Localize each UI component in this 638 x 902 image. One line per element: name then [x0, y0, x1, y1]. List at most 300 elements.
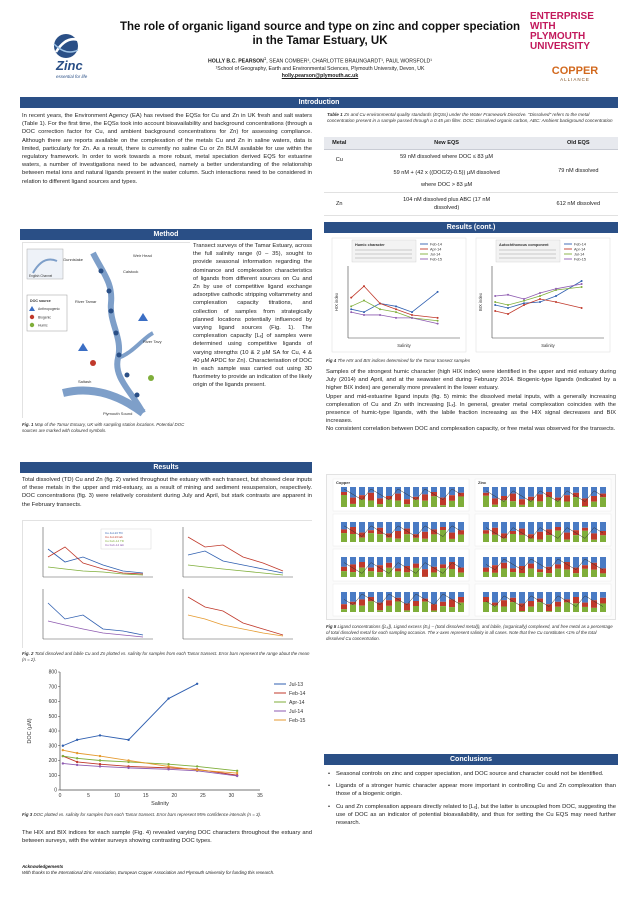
stacked-bar-segment: [386, 500, 392, 507]
data-point: [236, 772, 238, 774]
stacked-bar-segment: [395, 568, 401, 571]
y-tick-label: 0: [54, 787, 57, 794]
stacked-bar-segment: [341, 609, 347, 612]
stacked-bar-segment: [422, 557, 428, 569]
table-header-metal: Metal: [324, 137, 355, 150]
stacked-bar-segment: [573, 557, 579, 568]
svg-text:DOC source: DOC source: [30, 299, 51, 303]
results-text: Total dissolved (TD) Cu and Zn (fig. 2) varied throughout the estuary with each transect, but showed clear inputs of these metals in the upper and mid-estuary, as a result of mining and sediment resuspension, respectively. DOC concentrations (fig. 3) were relatively consistent during July and April, but stark contrasts are apparent in the February transects.: [22, 477, 312, 508]
stacked-bar-segment: [359, 592, 365, 599]
stacked-bar-segment: [582, 506, 588, 507]
data-point: [379, 314, 381, 316]
stacked-bar-segment: [600, 494, 606, 498]
stacked-bar-segment: [519, 592, 525, 603]
stacked-bar-segment: [537, 532, 543, 540]
legend-label: Feb-15: [430, 257, 443, 262]
stacked-bar-segment: [546, 487, 552, 492]
copper-alliance-logo: COPPER: [551, 65, 599, 77]
stacked-bar-segment: [359, 500, 365, 507]
stacked-bar-segment: [368, 571, 374, 577]
stacked-bar-segment: [386, 496, 392, 500]
table-row: Zn 104 nM dissolved plus ABC (17 nM dissolved) 612 nM dissolved: [324, 193, 618, 216]
fig2-caption: Fig. 2 Total dissolved and labile Cu and Zn plotted vs. salinity for samples from each Tamar transect. Error bars represent the range about the mean (n = 2).: [22, 651, 310, 662]
stacked-bar-segment: [600, 573, 606, 577]
stacked-bar-segment: [501, 522, 507, 533]
stacked-bar-segment: [591, 487, 597, 496]
stacked-bar-segment: [564, 502, 570, 507]
data-point: [507, 307, 509, 309]
stacked-bar-segment: [483, 496, 489, 507]
data-point: [411, 317, 413, 319]
data-point: [76, 761, 78, 763]
data-point: [581, 280, 583, 282]
fig2-panels: [22, 520, 312, 648]
stacked-bar-segment: [377, 572, 383, 577]
results-cont-para-1: Samples of the strongest humic character (high HIX index) were identified in the upper and mid estuary during July (2014) and April, and at the seawater end during February 2014. Biogenic-type ligands (indicated by a higher BIX index) are generally more prevalent in the lower estuary.: [326, 369, 616, 392]
stacked-bar-segment: [341, 571, 347, 577]
stacked-bar-segment: [422, 569, 428, 577]
stacked-bar-segment: [528, 534, 534, 538]
stacked-bar-segment: [449, 557, 455, 562]
stacked-bar-segment: [600, 535, 606, 542]
stacked-bar-segment: [368, 500, 374, 507]
stacked-bar-segment: [431, 572, 437, 577]
stacked-bar-segment: [582, 603, 588, 607]
poster-title: The role of organic ligand source and type on zinc and copper speciation in the Tamar Estuary, UK: [120, 21, 521, 47]
legend-label: Jul-13: [289, 681, 304, 688]
stacked-bar-segment: [368, 592, 374, 597]
data-point: [99, 734, 101, 736]
stacked-bar-segment: [449, 539, 455, 542]
stacked-bar-segment: [422, 487, 428, 494]
stacked-bar-segment: [492, 498, 498, 504]
stacked-bar-segment: [483, 530, 489, 534]
stacked-bar-segment: [555, 531, 561, 542]
stacked-bar-segment: [528, 539, 534, 542]
stacked-bar-segment: [564, 602, 570, 612]
data-point: [127, 759, 129, 761]
data-point: [62, 762, 64, 764]
stacked-bar-segment: [431, 534, 437, 542]
data-point: [236, 775, 238, 777]
data-point: [437, 317, 439, 319]
y-tick-label: 400: [48, 728, 57, 735]
stacked-bar-segment: [431, 557, 437, 567]
stacked-bar-segment: [395, 571, 401, 577]
y-tick-label: 100: [48, 772, 57, 779]
method-text: Transect surveys of the Tamar Estuary, across the full salinity range (0 – 35), sought to provide seasonal information regarding the dominance and complexation characteristics of ligands from different sources on Cu and Zn by use of competitive ligand exchange adsorptive cathodic stripping voltammetry and complexation capacity titrations, and collection of samples from strategically planned locations potentially influenced by varying ligand sources (Fig. 1). The complexation capacity [Lₓ] of samples were determined using competitive ligands of varying strengths (10 & 2 µM SA for Cu, 4 & 40 µM APDC for Zn). Characterisation of DOC in each sample was carried out using 3D fluorimetry to provide an indication of the likely origin of the ligands present.: [193, 243, 312, 389]
stacked-bar-segment: [483, 534, 489, 542]
stacked-bar-segment: [341, 522, 347, 529]
data-point: [99, 755, 101, 757]
stacked-bar-segment: [350, 605, 356, 612]
stacked-bar-segment: [510, 534, 516, 542]
stacked-bar-segment: [510, 572, 516, 577]
stacked-bar-segment: [537, 592, 543, 599]
y-tick-label: 300: [48, 743, 57, 750]
stacked-bar-segment: [582, 531, 588, 542]
legend-label: Apr-14: [289, 699, 305, 706]
x-tick-label: 5: [87, 793, 90, 799]
data-point: [350, 308, 352, 310]
stacked-bar-segment: [359, 487, 365, 495]
stacked-bar-segment: [555, 569, 561, 577]
stacked-bar-segment: [395, 494, 401, 501]
legend-label: Feb-15: [289, 717, 306, 724]
results-cont-para-3: No consistent correlation between DOC and complexation capacity, or free metal was observed for the transects.: [326, 426, 616, 433]
hix-bix-text: The HIX and BIX indices for each sample (Fig. 4) revealed varying DOC characters throughout the estuary and between surveys, with the winter surveys showing contrasting DOC types.: [22, 830, 312, 845]
stacked-bar-segment: [501, 607, 507, 612]
stacked-bar-segment: [573, 487, 579, 493]
stacked-bar-segment: [546, 557, 552, 567]
stacked-bar-segment: [492, 565, 498, 573]
y-axis-label: DOC (µM): [27, 718, 33, 744]
data-point: [555, 295, 557, 297]
data-point: [99, 759, 101, 761]
stacked-bar-segment: [458, 592, 464, 597]
stacked-bar-segment: [573, 603, 579, 612]
svg-text:Gunnislake: Gunnislake: [63, 257, 84, 262]
stacked-bar-segment: [555, 522, 561, 527]
data-point: [76, 739, 78, 741]
stacked-bar-segment: [582, 565, 588, 569]
stacked-bar-segment: [404, 534, 410, 542]
affiliation: ¹School of Geography, Earth and Environmental Sciences, Plymouth University, Devon, UK: [215, 65, 425, 72]
stacked-bar-segment: [519, 557, 525, 566]
stacked-bar-segment: [519, 505, 525, 507]
svg-text:Cu Jul-13 TD: Cu Jul-13 TD: [105, 531, 123, 535]
data-point: [555, 301, 557, 303]
stacked-bar-segment: [564, 495, 570, 501]
y-tick-label: 700: [48, 684, 57, 691]
data-point: [539, 298, 541, 300]
data-point: [167, 697, 169, 699]
stacked-bar-segment: [555, 487, 561, 498]
stacked-bar-segment: [422, 592, 428, 599]
fig5-panel-title: Zinc: [478, 480, 487, 485]
stacked-bar-segment: [350, 498, 356, 504]
data-point: [507, 313, 509, 315]
stacked-bar-segment: [510, 557, 516, 568]
x-tick-label: 20: [171, 793, 178, 799]
stacked-bar-segment: [483, 568, 489, 572]
stacked-bar-segment: [528, 564, 534, 569]
stacked-bar-segment: [377, 592, 383, 603]
data-point: [523, 302, 525, 304]
stacked-bar-segment: [555, 527, 561, 531]
table1-caption: Table 1 Zn and Cu environmental quality standards (EQSs) under the Water Framework Directive. "Dissolved" refers to the metal concentration present in a sample passed through a 0.45 µm filter. DOC: Dissolved organic carbon, ABC: Ambient background concentration: [327, 112, 613, 123]
stacked-bar-segment: [368, 601, 374, 612]
stacked-bar-segment: [386, 600, 392, 606]
stacked-bar-segment: [458, 487, 464, 493]
stacked-bar-segment: [404, 499, 410, 504]
stacked-bar-segment: [591, 540, 597, 542]
data-point: [363, 300, 365, 302]
stacked-bar-segment: [458, 597, 464, 603]
stacked-bar-segment: [510, 494, 516, 502]
stacked-bar-segment: [510, 568, 516, 572]
stacked-bar-segment: [395, 592, 401, 598]
stacked-bar-segment: [492, 535, 498, 542]
stacked-bar-segment: [341, 487, 347, 492]
stacked-bar-segment: [386, 606, 392, 612]
stacked-bar-segment: [564, 592, 570, 599]
x-axis-label: Salinity: [541, 343, 555, 348]
stacked-bar-segment: [582, 607, 588, 612]
stacked-bar-segment: [386, 522, 392, 533]
svg-text:Cu Feb-14 TD: Cu Feb-14 TD: [105, 539, 124, 543]
data-point: [62, 745, 64, 747]
stacked-bar-segment: [368, 493, 374, 501]
results-cont-para-2: Upper and mid-estuarine ligand inputs (fig. 5) mimic the dissolved metal inputs, with a generally increasing complexation of Cu and Zn with increasing [Lₓ]. In general, greater metal complexation coincides with the presence of humic-type ligands, with the labile fraction increasing as the HIX signal decreases and BIX increases.: [326, 393, 616, 425]
stacked-bar-segment: [537, 569, 543, 572]
stacked-bar-segment: [350, 592, 356, 602]
stacked-bar-segment: [600, 603, 606, 612]
stacked-bar-segment: [537, 599, 543, 603]
fig4-caption: Fig 4 The HIX and BIX indices determined for the Tamar transect samples: [326, 358, 471, 363]
stacked-bar-segment: [413, 606, 419, 612]
stacked-bar-segment: [458, 535, 464, 542]
stacked-bar-segment: [573, 592, 579, 597]
stacked-bar-segment: [600, 598, 606, 604]
stacked-bar-segment: [422, 602, 428, 612]
data-point: [523, 300, 525, 302]
stacked-bar-segment: [404, 572, 410, 577]
y-axis-label: HIX index: [334, 292, 339, 312]
svg-text:River Tavy: River Tavy: [143, 339, 162, 344]
y-tick-label: 500: [48, 713, 57, 720]
fig1-caption: Fig. 1 Map of the Tamar Estuary, UK with sampling station locations. Potential DOC sources are marked with coloured symbols.: [22, 422, 185, 433]
stacked-bar-segment: [600, 497, 606, 507]
svg-text:Biogenic: Biogenic: [38, 315, 52, 320]
stacked-bar-segment: [528, 607, 534, 612]
fig5-panel-title: Copper: [336, 480, 350, 485]
stacked-bar-segment: [537, 501, 543, 507]
stacked-bar-segment: [458, 573, 464, 577]
stacked-bar-segment: [341, 533, 347, 542]
data-point: [350, 305, 352, 307]
stacked-bar-segment: [368, 530, 374, 533]
x-axis-label: Salinity: [397, 343, 411, 348]
stacked-bar-segment: [341, 567, 347, 571]
stacked-bar-segment: [501, 557, 507, 563]
stacked-bar-segment: [440, 606, 446, 612]
series-line-Jul-13: [63, 684, 197, 746]
data-point: [236, 770, 238, 772]
stacked-bar-segment: [413, 568, 419, 577]
svg-text:Humic: Humic: [38, 323, 48, 328]
contact-email[interactable]: holly.pearson@plymouth.ac.uk: [281, 72, 359, 79]
data-point: [494, 295, 496, 297]
zinc-logo-globe-icon: [54, 34, 78, 58]
stacked-bar-segment: [449, 533, 455, 539]
stacked-bar-segment: [492, 522, 498, 528]
stacked-bar-segment: [582, 569, 588, 577]
stacked-bar-segment: [341, 592, 347, 604]
legend-label: Feb-14: [289, 690, 306, 697]
stacked-bar-segment: [440, 557, 446, 564]
stacked-bar-segment: [555, 564, 561, 568]
stacked-bar-segment: [537, 602, 543, 612]
svg-text:Plymouth Sound: Plymouth Sound: [103, 411, 133, 416]
stacked-bar-segment: [510, 501, 516, 507]
stacked-bar-segment: [422, 599, 428, 602]
legend-label: Jul-14: [430, 252, 441, 257]
stacked-bar-segment: [483, 602, 489, 612]
stacked-bar-segment: [546, 522, 552, 529]
stacked-bar-segment: [600, 557, 606, 568]
x-tick-label: 25: [200, 793, 206, 799]
x-tick-label: 15: [142, 793, 149, 799]
data-point: [494, 304, 496, 306]
stacked-bar-segment: [350, 504, 356, 507]
stacked-bar-segment: [350, 534, 356, 542]
stacked-bar-segment: [528, 497, 534, 501]
stacked-bar-segment: [350, 527, 356, 534]
stacked-bar-segment: [341, 557, 347, 567]
stacked-bar-segment: [341, 604, 347, 609]
stacked-bar-segment: [591, 557, 597, 563]
stacked-bar-segment: [573, 497, 579, 507]
stacked-bar-segment: [440, 568, 446, 577]
stacked-bar-segment: [501, 538, 507, 542]
stacked-bar-segment: [555, 557, 561, 564]
svg-text:essential for life: essential for life: [56, 74, 88, 79]
data-point: [494, 301, 496, 303]
data-point: [437, 323, 439, 325]
stacked-bar-segment: [519, 535, 525, 542]
stacked-bar-segment: [440, 505, 446, 507]
humic-marker-icon: [148, 375, 154, 381]
data-point: [363, 285, 365, 287]
data-point: [363, 311, 365, 313]
svg-text:English Channel: English Channel: [29, 274, 53, 278]
stacked-bar-segment: [492, 573, 498, 577]
stacked-bar-segment: [449, 569, 455, 577]
stacked-bar-segment: [564, 570, 570, 577]
stacked-bar-segment: [582, 557, 588, 565]
stacked-bar-segment: [537, 494, 543, 501]
stacked-bar-segment: [458, 496, 464, 507]
data-point: [539, 301, 541, 303]
stacked-bar-segment: [359, 562, 365, 568]
stacked-bar-segment: [440, 522, 446, 527]
data-point: [539, 292, 541, 294]
stacked-bar-segment: [591, 608, 597, 612]
acknowledgements: Acknowledgements With thanks to the International Zinc Association, European Copper Association and Plymouth University for funding this research.: [22, 864, 275, 875]
stacked-bar-segment: [591, 592, 597, 600]
y-tick-label: 600: [48, 699, 57, 705]
stacked-bar-segment: [404, 522, 410, 529]
stacked-bar-segment: [431, 487, 437, 492]
stacked-bar-segment: [440, 530, 446, 542]
data-point: [379, 308, 381, 310]
stacked-bar-segment: [440, 602, 446, 606]
stacked-bar-segment: [422, 501, 428, 507]
data-point: [127, 767, 129, 769]
stacked-bar-segment: [377, 504, 383, 507]
stacked-bar-segment: [528, 592, 534, 601]
stacked-bar-segment: [510, 602, 516, 612]
stacked-bar-segment: [528, 601, 534, 607]
data-point: [411, 314, 413, 316]
stacked-bar-segment: [359, 606, 365, 612]
svg-text:River Tamar: River Tamar: [75, 299, 97, 304]
data-point: [99, 763, 101, 765]
conclusion-item: • Seasonal controls on zinc and copper speciation, and DOC source and character could not be identified.: [328, 771, 604, 777]
stacked-bar-segment: [413, 564, 419, 568]
stacked-bar-segment: [359, 522, 365, 533]
data-point: [494, 310, 496, 312]
stacked-bar-segment: [377, 557, 383, 565]
stacked-bar-segment: [528, 522, 534, 534]
stacked-bar-segment: [449, 487, 455, 495]
x-tick-label: 0: [58, 793, 62, 799]
stacked-bar-segment: [519, 603, 525, 611]
stacked-bar-segment: [573, 573, 579, 577]
stacked-bar-segment: [458, 557, 464, 568]
data-point: [167, 765, 169, 767]
fig4-hix-bix: [326, 236, 616, 356]
stacked-bar-segment: [501, 563, 507, 569]
stacked-bar-segment: [395, 539, 401, 542]
y-axis-label: BIX index: [478, 293, 483, 311]
results-cont-text: [326, 368, 616, 434]
y-tick-label: 200: [48, 758, 57, 764]
stacked-bar-segment: [528, 487, 534, 497]
stacked-bar-segment: [492, 487, 498, 498]
stacked-bar-segment: [350, 487, 356, 498]
stacked-bar-segment: [492, 557, 498, 565]
stacked-bar-segment: [546, 573, 552, 577]
stacked-bar-segment: [350, 572, 356, 577]
data-point: [379, 302, 381, 304]
fig3-caption: Fig 3 DOC plotted vs. salinity for samples from each Tamar transect. Error bars represent 95% confidence intervals (n = 3).: [22, 812, 262, 817]
data-point: [62, 755, 64, 757]
fig1-map: [22, 242, 190, 418]
stacked-bar-segment: [458, 522, 464, 530]
stacked-bar-segment: [386, 557, 392, 563]
stacked-bar-segment: [395, 531, 401, 539]
stacked-bar-segment: [359, 557, 365, 562]
data-point: [523, 304, 525, 306]
stacked-bar-segment: [510, 531, 516, 534]
stacked-bar-segment: [377, 534, 383, 542]
data-point: [555, 288, 557, 290]
stacked-bar-segment: [591, 502, 597, 507]
data-point: [539, 295, 541, 297]
data-point: [395, 311, 397, 313]
data-point: [411, 311, 413, 313]
stacked-bar-segment: [492, 592, 498, 603]
stacked-bar-segment: [404, 504, 410, 507]
x-tick-label: 10: [114, 793, 120, 799]
stacked-bar-segment: [368, 557, 374, 568]
stacked-bar-segment: [528, 569, 534, 577]
fig4-box-title: Humic character: [355, 243, 385, 247]
data-point: [76, 752, 78, 754]
series-line-Jul-14: [63, 763, 237, 776]
data-point: [507, 304, 509, 306]
table-header-new-eqs: New EQS: [355, 137, 539, 150]
data-point: [395, 305, 397, 307]
stacked-bar-segment: [564, 557, 570, 562]
stacked-bar-segment: [573, 522, 579, 530]
stacked-bar-segment: [492, 505, 498, 507]
svg-text:Cu Jul-13 lab: Cu Jul-13 lab: [105, 535, 123, 539]
stacked-bar-segment: [431, 496, 437, 507]
stacked-bar-segment: [501, 487, 507, 496]
